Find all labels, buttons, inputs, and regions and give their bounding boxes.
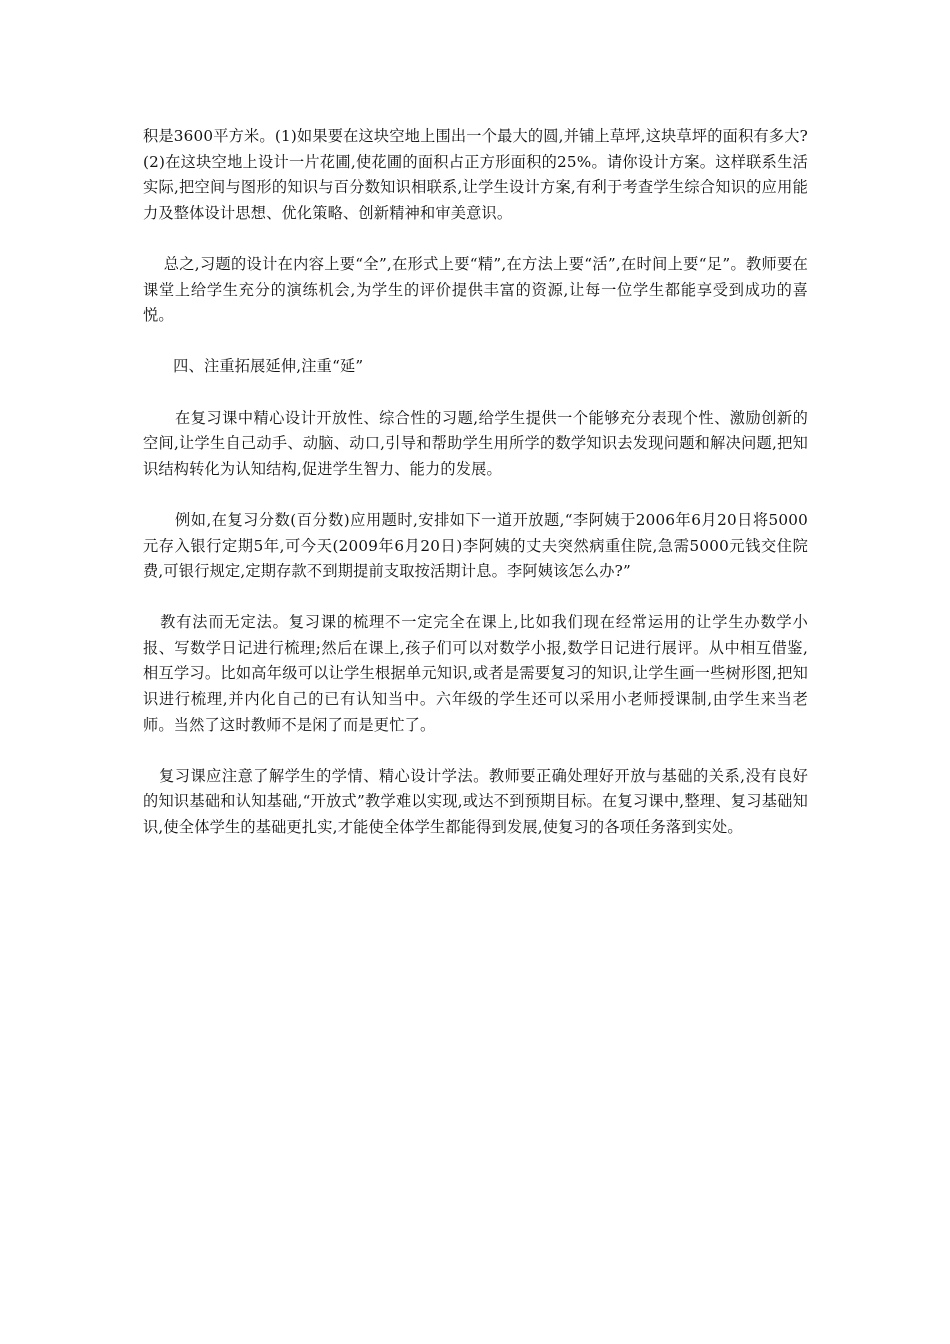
document-body [143,124,808,841]
paragraph-conclusion: 复习课应注意了解学生的学情、精心设计学法。教师要正确处理好开放与基础的关系,没有良好的知识基础和认知基础,“开放式”教学难以实现,或达不到预期目标。在复习课中,整理、复习基础知识,使全体学生的基础更扎实,才能使全体学生都能得到发展,使复习的各项任务落到实处。 [143,766,808,837]
paragraph-summary: 总之,习题的设计在内容上要“全”,在形式上要“精”,在方法上要“活”,在时间上要“足”。教师要在课堂上给学生充分的演练机会,为学生的评价提供丰富的资源,让每一位学生都能享受到成功的喜悦。 [143,254,808,325]
paragraph-teaching-methods: 教有法而无定法。复习课的梳理不一定完全在课上,比如我们现在经常运用的让学生办数学小报、写数学日记进行梳理;然后在课上,孩子们可以对数学小报,数学日记进行展评。从中相互借鉴,相互学习。比如高年级可以让学生根据单元知识,或者是需要复习的知识,让学生画一些树形图,把知识进行梳理,并内化自己的已有认知当中。六年级的学生还可以采用小老师授课制,由学生来当老师。当然了这时教师不是闲了而是更忙了。 [143,613,808,734]
section-heading-extension: 四、注重拓展延伸,注重“延” [143,357,364,376]
paragraph-example-problem: 例如,在复习分数(百分数)应用题时,安排如下一道开放题,“李阿姨于2006年6月20日将5000元存入银行定期5年,可今天(2009年6月20日)李阿姨的丈夫突然病重住院,急需5000元钱交住院费,可银行规定,定期存款不到期提前支取按活期计息。李阿姨该怎么办?” [143,510,808,581]
paragraph-open-exercises: 在复习课中精心设计开放性、综合性的习题,给学生提供一个能够充分表现个性、激励创新的空间,让学生自己动手、动脑、动口,引导和帮助学生用所学的数学知识去发现问题和解决问题,把知识结构转化为认知结构,促进学生智力、能力的发展。 [143,408,808,478]
paragraph-problem-continuation: 积是3600平方米。(1)如果要在这块空地上围出一个最大的圆,并铺上草坪,这块草坪的面积有多大?(2)在这块空地上设计一片花圃,使花圃的面积占正方形面积的25%。请你设计方案。这样联系生活实际,把空间与图形的知识与百分数知识相联系,让学生设计方案,有利于考查学生综合知识的应用能力及整体设计思想、优化策略、创新精神和审美意识。 [143,127,808,222]
